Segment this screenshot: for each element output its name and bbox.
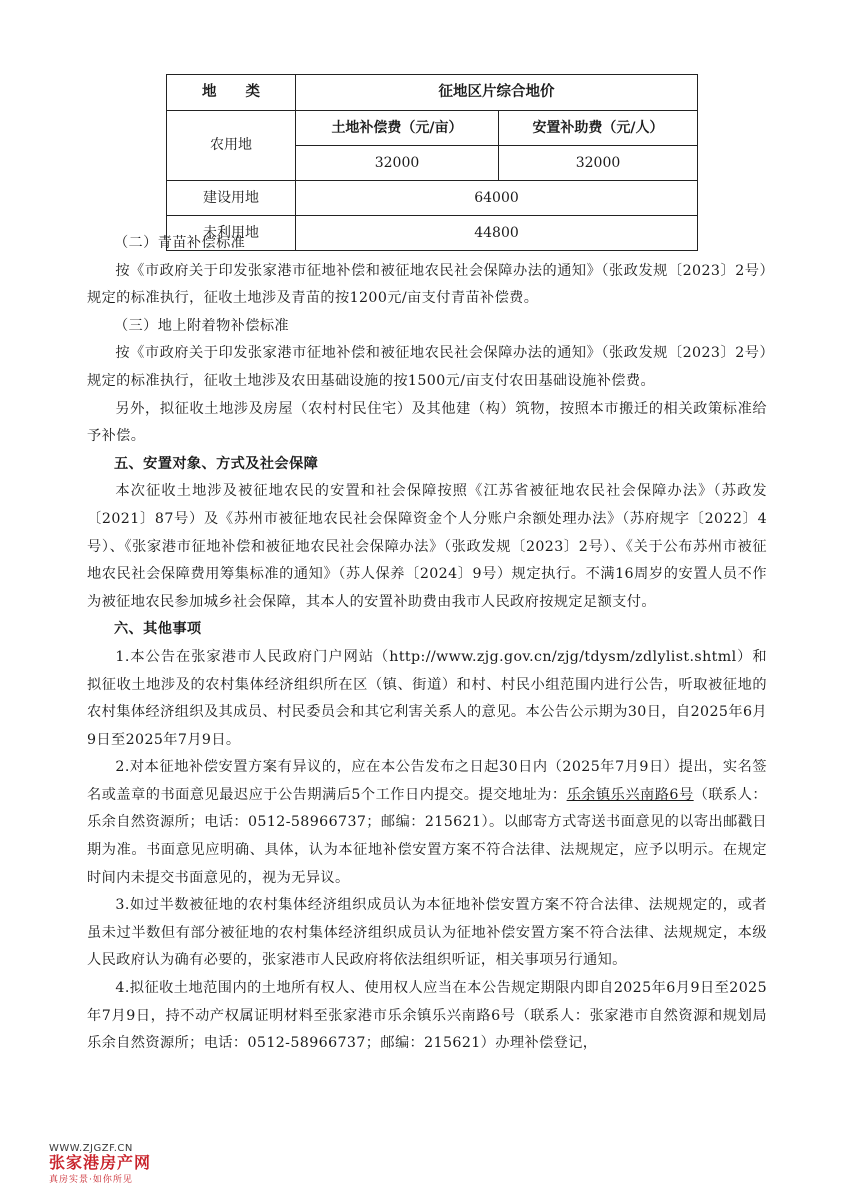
compensation-table	[166, 74, 698, 251]
paragraph-part: （联系人：乐余自然资源所；电话：0512-58966737；邮编：215621）。以邮寄方式寄送书面意见的以寄出邮戳日期为准。书面意见应明确、具体，认为本征地补偿安置方案不符合法律、法规规定，应予以明示。在规定时间内未提交书面意见的，视为无异议。	[87, 786, 767, 886]
paragraph: 本次征收土地涉及被征地农民的安置和社会保障按照《江苏省被征地农民社会保障办法》（苏政发〔2021〕87号）及《苏州市被征地农民社会保障资金个人分账户余额处理办法》（苏府规字〔2022〕4号）、《张家港市征地补偿和被征地农民社会保障办法》（张政发规〔2023〕2号）、《关于公布苏州市被征地农民社会保障费用筹集标准的通知》（苏人保养〔2024〕9号）规定执行。不满16周岁的安置人员不作为被征地农民参加城乡社会保障，其本人的安置补助费由我市人民政府按规定足额支付。	[87, 483, 767, 610]
paragraph: 1.本公告在张家港市人民政府门户网站（http://www.zjg.gov.cn/zjg/tdysm/zdlylist.shtml）和拟征收土地涉及的农村集体经济组织所在区（镇、街道）和村、村民小组范围内进行公告，听取被征地的农村集体经济组织及其成员、村民委员会和其它利害关系人的意见。本公告公示期为30日，自2025年6月9日至2025年7月9日。	[87, 648, 767, 748]
body-text	[87, 230, 767, 1058]
construction-land-value: 64000	[296, 181, 698, 216]
paragraph: 按《市政府关于印发张家港市征地补偿和被征地农民社会保障办法的通知》（张政发规〔2023〕2号）规定的标准执行，征收土地涉及农田基础设施的按1500元/亩支付农田基础设施补偿费。	[87, 345, 767, 389]
paragraph	[87, 754, 767, 892]
watermark-logo	[49, 1143, 189, 1185]
unused-land-value: 44800	[296, 216, 698, 251]
section-6-heading: 六、其他事项	[113, 621, 202, 638]
paragraph: 另外，拟征收土地涉及房屋（农村村民住宅）及其他建（构）筑物，按照本市搬迁的相关政策标准给予补偿。	[87, 400, 767, 445]
paragraph: 4.拟征收土地范围内的土地所有权人、使用权人应当在本公告规定期限内即自2025年6月9日至2025年7月9日，持不动产权属证明材料至张家港市乐余镇乐兴南路6号（联系人：张家港市自然资源和规划局乐余自然资源所；电话：0512-58966737；邮编：215621）办理补偿登记，	[87, 980, 767, 1052]
section-attachments-heading: （三）地上附着物补偿标准	[113, 317, 290, 334]
resettle-subheader: 安置补助费（元/人）	[499, 111, 698, 146]
paragraph: 3.如过半数被征地的农村集体经济组织成员认为本征地补偿安置方案不符合法律、法规规定的，或者虽未过半数但有部分被征地的农村集体经济组织成员认为征地补偿安置方案不符合法律、法规规定，本级人民政府认为确有必要的，张家港市人民政府将依法组织听证，相关事项另行通知。	[87, 897, 767, 969]
col-land-type-header: 地 类	[167, 75, 296, 111]
section-seedling-heading: （二）青苗补偿标准	[113, 235, 246, 251]
paragraph-part: 2.对本征地补偿安置方案有异议的，应在本公告发布之日起30日内（2025年7月9日）提出，实名签名或盖章的书面意见最迟应于公告期满后5个工作日内提交。提交地址为：	[87, 759, 767, 803]
farmland-label: 农用地	[167, 111, 296, 181]
farm-resettle-value: 32000	[499, 146, 698, 181]
col-price-header: 征地区片综合地价	[296, 75, 698, 111]
watermark-url: WWW.ZJGZF.CN	[49, 1143, 133, 1154]
watermark-brand: 张家港房产网	[49, 1153, 152, 1172]
construction-land-label: 建设用地	[167, 181, 296, 216]
land-comp-subheader: 土地补偿费（元/亩）	[296, 111, 499, 146]
watermark-slogan: 真房实景·如你所见	[49, 1175, 133, 1185]
submission-address: 乐余镇乐兴南路6号	[566, 786, 694, 803]
farm-land-comp-value: 32000	[296, 146, 499, 181]
unused-land-label: 未利用地	[167, 216, 296, 251]
paragraph: 按《市政府关于印发张家港市征地补偿和被征地农民社会保障办法的通知》（张政发规〔2023〕2号）规定的标准执行，征收土地涉及青苗的按1200元/亩支付青苗补偿费。	[87, 262, 767, 307]
section-5-heading: 五、安置对象、方式及社会保障	[113, 455, 319, 472]
